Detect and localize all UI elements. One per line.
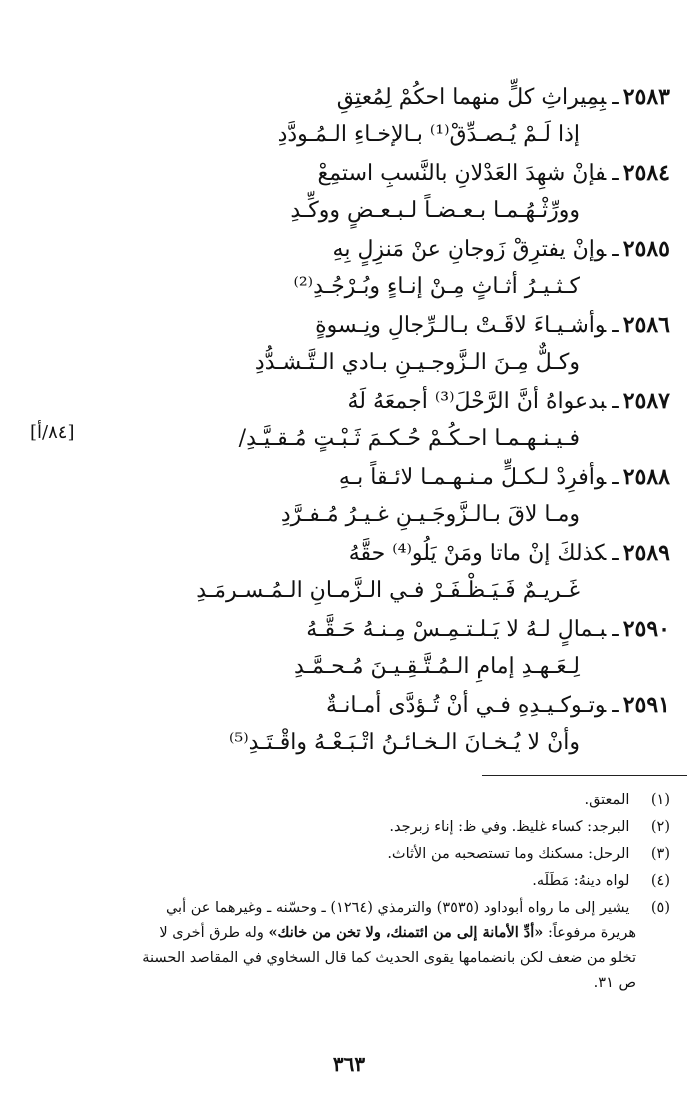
verse-first-hemistich: [306, 614, 670, 644]
footnote-number: (٤): [650, 873, 670, 889]
verse-first-hemistich: [337, 82, 670, 112]
verse-first-hemistich: [339, 462, 670, 492]
verse-second-hemistich: وورِّثْـهُـمـا بـعـضـاً لـبـعـضٍ ووكِّـدِ: [290, 198, 580, 223]
hadith-quote: «أدِّ الأمانة إلى من ائتمنك، ولا تخن من خانك»: [268, 924, 544, 941]
footnote-number: (٣): [650, 846, 670, 862]
footnote-number: (١): [650, 792, 670, 808]
verse-second-hemistich: وكـلٌّ مِـنَ الـزَّوجـيـنِ بـادي الـتَّـشـدُّدِ: [254, 350, 580, 375]
verse-text: بـمالٍ لـهُ لا يَـلـتـمِـسْ مِـنـهُ حَـقَّـهُ: [306, 617, 607, 642]
footnote: [166, 896, 670, 920]
footnote-text: المعتق.: [584, 792, 630, 808]
footnote-text: وله طرق أخرى لا: [159, 925, 269, 941]
verse-number: ٢٥٩١: [622, 692, 670, 718]
verse-second-hemistich: غَـريـمٌ فَـيَـظْـفَـرْ فـي الـزَّمـانِ الـمُـسـرمَـدِ: [196, 578, 580, 603]
footnote-text: البرجد: كساء غليظ. وفي ظ: إناء زبرجد.: [389, 819, 630, 835]
verse-dash: ـ: [612, 617, 619, 642]
verse-dash: ـ: [612, 161, 619, 186]
verse-text: وتـوكـيـدِهِ فـي أنْ تُـؤدَّى أمـانـةٌ: [326, 693, 607, 718]
footnote-continuation: [159, 921, 636, 945]
footnote-text: لواه دينهُ: مَطَلَه.: [532, 873, 630, 889]
footnote-separator: [482, 775, 687, 776]
verse-number: ٢٥٨٤: [622, 160, 670, 186]
verse-dash: ـ: [612, 389, 619, 414]
verse-first-hemistich: [333, 234, 670, 264]
verse-first-hemistich: [348, 386, 670, 416]
verse-text: بِمِيراثِ كلٍّ منهما احكُمْ لِمُعتِقِ: [336, 85, 607, 110]
verse-first-hemistich: [349, 538, 670, 568]
footnote-text: الرحل: مسكنك وما تستصحبه من الأثاث.: [387, 846, 630, 862]
verse-second-hemistich: وأنْ لا يُـخـانَ الـخـائـنُ اتْـبَـعْـهُ واقْـتَـدِ⁽⁵⁾: [229, 730, 580, 755]
verse-number: ٢٥٨٥: [622, 236, 670, 262]
footnote: [389, 815, 670, 839]
verse-number: ٢٥٩٠: [622, 616, 670, 642]
verse-second-hemistich: لِـعَـهـدِ إمامِ الـمُـتَّـقِـيـنَ مُـحـمَّـدِ: [293, 654, 580, 679]
footnote-continuation: [594, 971, 636, 995]
verse-second-hemistich: فـيـنـهـمـا احـكُـمْ حُـكـمَ ثَـبْـتٍ مُـقـيَّـدِ/: [238, 426, 580, 451]
page-number: ٣٦٣: [332, 1052, 366, 1076]
footnote: [532, 869, 670, 893]
verse-number: ٢٥٨٣: [622, 84, 670, 110]
verse-text: وأفرِدْ لـكـلٍّ مـنـهـمـا لائـقاً بـهِ: [338, 465, 607, 490]
footnote-text: تخلو من ضعف لكن بانضمامها يقوى الحديث كما قال السخاوي في المقاصد الحسنة: [142, 950, 636, 966]
verse-first-hemistich: [315, 310, 670, 340]
verse-dash: ـ: [612, 693, 619, 718]
footnote-text: يشير إلى ما رواه أبوداود (٣٥٣٥) والترمذي (١٢٦٤) ـ وحسّنه ـ وغيرهما عن أبي: [165, 900, 630, 916]
verse-text: كذلكَ إنْ ماتا ومَنْ يَلُو⁽⁴⁾ حقَّهُ: [348, 541, 607, 566]
footnote-text: هريرة مرفوعاً:: [543, 925, 636, 941]
verse-second-hemistich: إذا لَـمْ يُـصـدِّقْ⁽¹⁾ بـالإخـاءِ الـمُـودَّدِ: [277, 122, 580, 147]
verse-text: وأشـيـاءَ لاقَـتْ بـالـرِّجالِ ونِـسوةٍ: [315, 313, 607, 338]
verse-dash: ـ: [612, 465, 619, 490]
verse-text: وإنْ يفترِقْ زَوجانِ عنْ مَنزِلٍ بِهِ: [332, 237, 607, 262]
verse-number: ٢٥٨٦: [622, 312, 670, 338]
footnote-continuation: [142, 946, 636, 970]
footnote-number: (٥): [650, 900, 670, 916]
verse-second-hemistich: ومـا لاقَ بـالـزَّوجَـيـنِ غـيـرُ مُـفـرَّدِ: [280, 502, 580, 527]
footnote: [584, 788, 670, 812]
verse-first-hemistich: [318, 158, 671, 188]
verse-dash: ـ: [612, 85, 619, 110]
verse-dash: ـ: [612, 541, 619, 566]
verse-second-hemistich: كـثـيـرُ أثـاثٍ مِـنْ إنـاءٍ وبُـرْجُـدِ⁽²⁾: [293, 274, 580, 299]
verse-number: ٢٥٨٧: [622, 388, 670, 414]
verse-first-hemistich: [326, 690, 670, 720]
verse-text: بدعواهُ أنَّ الرَّحْلَ⁽³⁾ أجمعَهُ لَهُ: [347, 389, 607, 414]
verse-dash: ـ: [612, 237, 619, 262]
footnote-text: ص ٣١.: [593, 975, 636, 991]
manuscript-folio-ref: [٨٤/أ]: [30, 422, 75, 443]
verse-number: ٢٥٨٩: [622, 540, 670, 566]
verse-number: ٢٥٨٨: [622, 464, 670, 490]
footnote-number: (٢): [650, 819, 670, 835]
verse-text: فإنْ شهِدَ العَدْلانِ بالنَّسبِ استمِعْ: [317, 161, 607, 186]
verse-dash: ـ: [612, 313, 619, 338]
footnote: [387, 842, 670, 866]
